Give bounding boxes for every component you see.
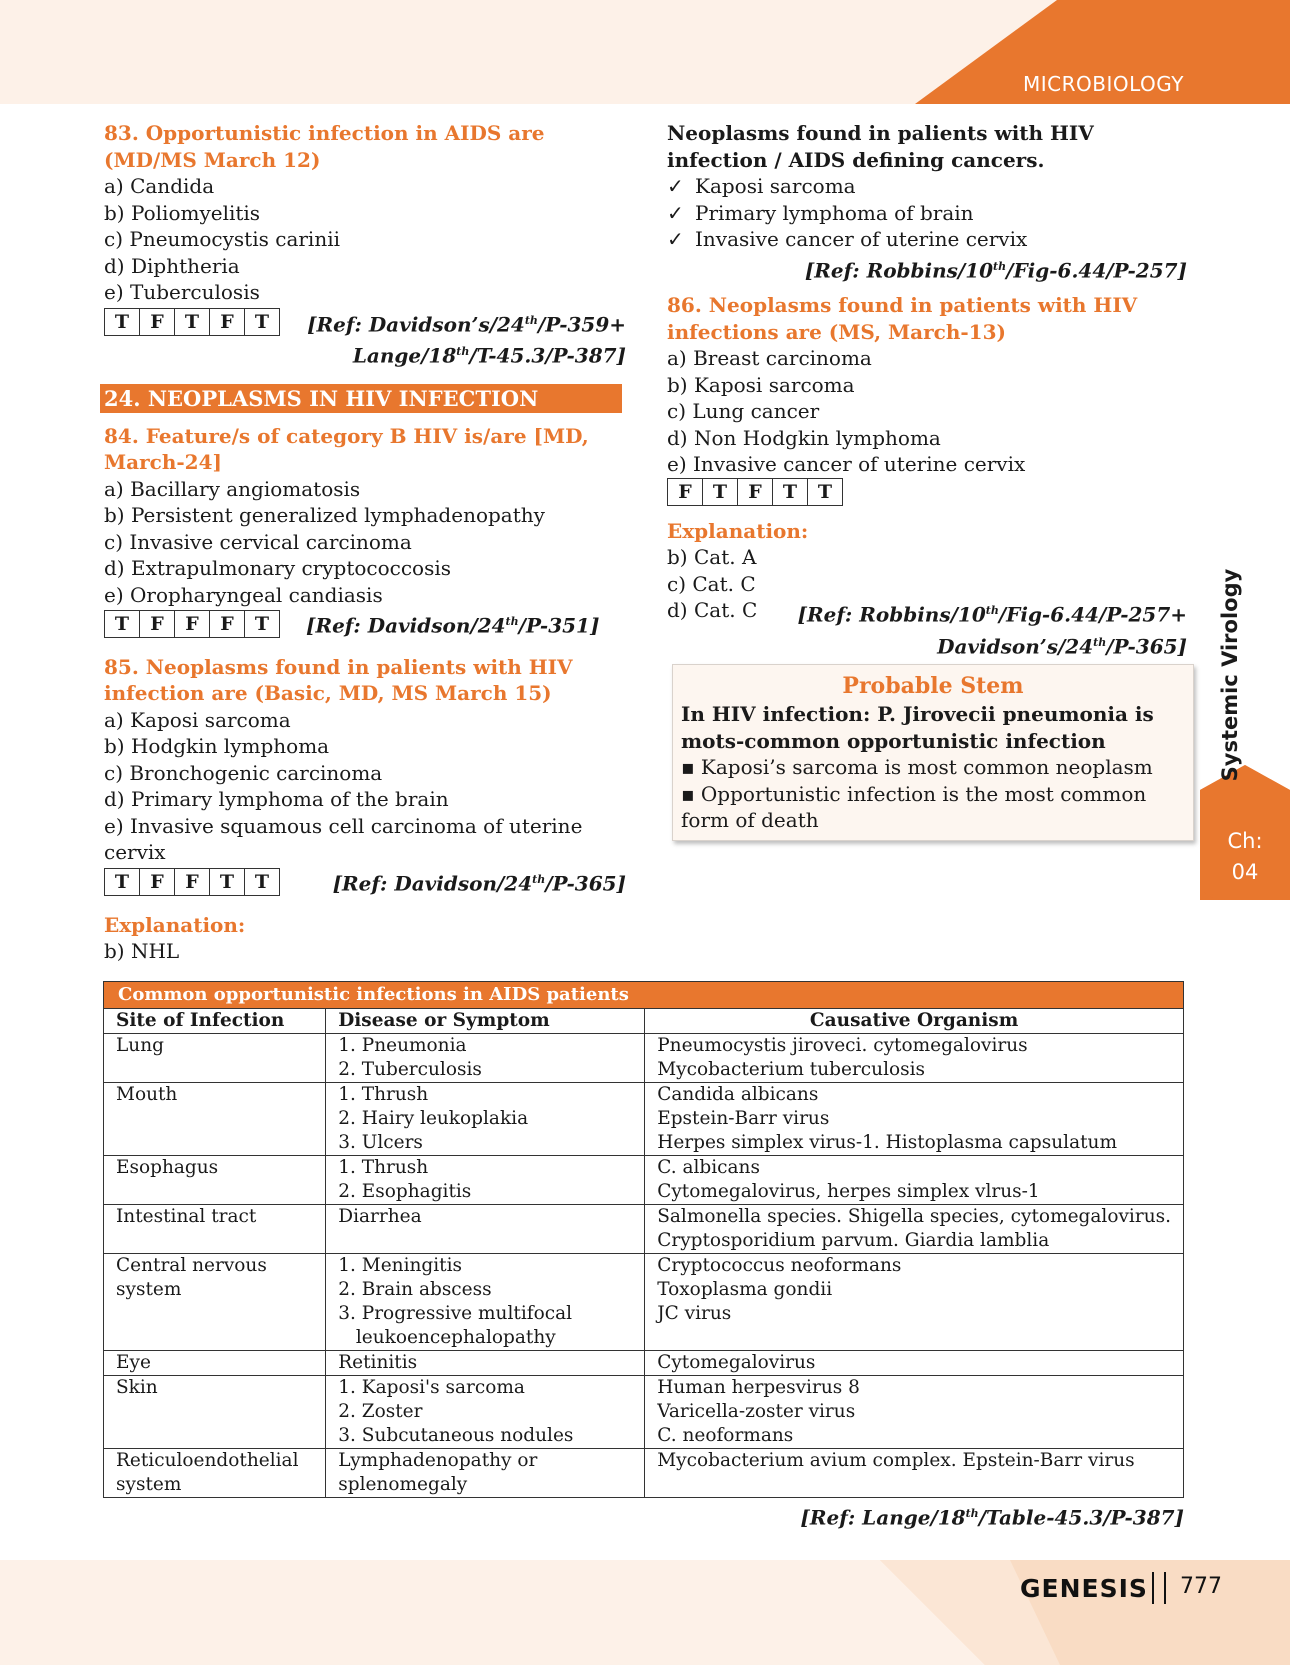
option-item: d) Non Hodgkin lymphoma [667,425,941,450]
answer-cell: T [254,613,270,636]
table-body [104,1034,1184,1498]
table-row [104,1034,1184,1083]
option-item: a) Kaposi sarcoma [104,707,291,732]
answer-cell: F [140,309,175,335]
page-number: 777 [1180,1574,1222,1599]
option-item: e) Invasive squamous cell carcinoma of uterine cervix [104,813,583,865]
neoplasm-note-ref: [Ref: Robbins/10th/Fig-6.44/P-257] [804,258,1187,283]
table-title: Common opportunistic infections in AIDS patients [103,981,1184,1008]
q85-answer-key [104,868,280,896]
organism-cell: C. albicans Cytomegalovirus, herpes simplex vlrus-1 [645,1156,1184,1205]
q85-explanation-label: Explanation: [104,912,246,937]
site-cell: Reticuloendothelial system [104,1449,326,1498]
table-row [104,1156,1184,1205]
table-row [104,1351,1184,1376]
probable-stem-box [672,664,1194,841]
table-row [104,1205,1184,1254]
check-icon: ✓ [667,200,684,225]
checklist-item: ✓ Primary lymphoma of brain [667,200,974,225]
q84-answer-key [104,610,280,638]
answer-cell: T [817,480,833,503]
q83-ref-line1: [Ref: Davidson’s/24th/P-359+ [307,312,626,337]
answer-cell: T [105,309,140,335]
organism-cell: Cryptococcus neoformans Toxoplasma gondii JC virus [645,1254,1184,1351]
stem-title: Probable Stem [842,673,1024,699]
organism-cell: Human herpesvirus 8 Varicella-zoster virus C. neoformans [645,1376,1184,1449]
check-icon: ✓ [667,227,684,251]
option-item: a) Breast carcinoma [667,346,872,371]
brand-logo: GENESIS [1020,1574,1148,1603]
checklist-item: ✓ Invasive cancer of uterine cervix [667,227,1028,251]
q83-options [104,173,626,306]
chapter-side-label: Systemic Virology [1218,568,1242,782]
site-cell: Central nervous system [104,1254,326,1351]
table-row [104,1254,1184,1351]
disease-cell: 1. Kaposi's sarcoma 2. Zoster 3. Subcutaneous nodules [326,1376,645,1449]
answer-cell: T [210,869,245,895]
option-item: c) Invasive cervical carcinoma [104,529,412,554]
answer-cell: F [175,611,210,637]
q86-explanation-label: Explanation: [667,518,809,543]
q86-ref-line2: Davidson’s/24th/P-365] [937,634,1187,659]
q84-title: 84. Feature/s of category B HIV is/are [MD, March-24] [104,423,589,475]
option-item: c) Pneumocystis carinii [104,227,340,251]
q84-options [104,476,626,609]
site-cell: Skin [104,1376,326,1449]
stem-bullet: ▪ Opportunistic infection is the most common form of death [681,781,1147,832]
answer-cell: F [738,479,773,505]
option-item: e) Oropharyngeal candiasis [104,582,383,607]
section-heading: 24. NEOPLASMS IN HIV INFECTION [100,384,622,413]
site-cell: Esophagus [104,1156,326,1205]
table-header-organism: Causative Organism [645,1009,1184,1034]
disease-cell: Lymphadenopathy or splenomegaly [326,1449,645,1498]
right-column [667,120,1187,660]
answer-cell: T [105,869,140,895]
q85-explanation [104,938,626,965]
answer-cell: T [773,479,808,505]
q83-answer-key [104,308,280,336]
answer-cell: F [210,309,245,335]
neoplasm-note-list [667,173,1187,253]
site-cell: Lung [104,1034,326,1083]
answer-cell: T [703,479,738,505]
opportunistic-infections-table [103,981,1184,1532]
left-column [104,120,626,965]
option-item: c) Lung cancer [667,399,820,424]
disease-cell: Diarrhea [326,1205,645,1254]
table-row [104,1449,1184,1498]
q86-explanation [667,544,1187,660]
site-cell: Eye [104,1351,326,1376]
stem-main-line: In HIV infection: P. Jirovecii pneumonia is mots-common opportunistic infection [681,702,1154,753]
site-cell: Mouth [104,1083,326,1156]
footer-divider [1152,1572,1166,1604]
table-header-disease: Disease or Symptom [326,1009,645,1034]
option-item: b) Persistent generalized lymphadenopathy [104,503,545,528]
explanation-line: d) Cat. C [667,598,758,623]
explanation-line: c) Cat. C [667,571,756,596]
answer-cell: T [175,309,210,335]
answer-cell: F [140,611,175,637]
chapter-number: Ch: 04 [1227,829,1263,884]
q85-ref: [Ref: Davidson/24th/P-365] [332,871,626,896]
disease-cell: 1. Pneumonia 2. Tuberculosis [326,1034,645,1083]
organism-cell: Cytomegalovirus [645,1351,1184,1376]
q84-ref: [Ref: Davidson/24th/P-351] [306,613,600,638]
option-item: d) Diphtheria [104,253,240,278]
option-item: a) Bacillary angiomatosis [104,476,361,501]
answer-cell: T [254,311,270,334]
table-row [104,1376,1184,1449]
option-item: e) Tuberculosis [104,280,260,304]
answer-cell: T [254,870,270,893]
site-cell: Intestinal tract [104,1205,326,1254]
organism-cell: Pneumocystis jiroveci. cytomegalovirus Mycobacterium tuberculosis [645,1034,1184,1083]
disease-cell: 1. Meningitis 2. Brain abscess 3. Progressive multifocal leukoencephalopathy [326,1254,645,1351]
q86-ref-line1: [Ref: Robbins/10th/Fig-6.44/P-257+ [797,602,1187,627]
section-tag: MICROBIOLOGY [1022,72,1184,96]
q85-options [104,707,626,866]
option-item: c) Bronchogenic carcinoma [104,760,383,785]
q85-title: 85. Neoplasms found in palients with HIV infection are (Basic, MD, MS March 15) [104,654,573,706]
organism-cell: Mycobacterium avium complex. Epstein-Barr virus [645,1449,1184,1498]
table-row [104,1083,1184,1156]
answer-cell: F [175,869,210,895]
neoplasm-note-title: Neoplasms found in palients with HIV infection / AIDS defining cancers. [667,121,1094,172]
stem-bullets [681,754,1185,834]
q86-answer-key [667,478,843,506]
disease-cell: 1. Thrush 2. Esophagitis [326,1156,645,1205]
option-item: b) Hodgkin lymphoma [104,734,330,759]
check-icon: ✓ [667,174,684,198]
answer-cell: F [668,479,703,505]
disease-cell: 1. Thrush 2. Hairy leukoplakia 3. Ulcers [326,1083,645,1156]
option-item: b) Kaposi sarcoma [667,372,855,397]
table-ref: [Ref: Lange/18th/Table-45.3/P-387] [800,1505,1184,1530]
option-item: d) Extrapulmonary cryptococcosis [104,556,452,581]
checklist-item: ✓ Kaposi sarcoma [667,174,856,198]
table-header-site: Site of Infection [104,1009,326,1034]
answer-cell: F [140,869,175,895]
q83-title: 83. Opportunistic infection in AIDS are (MD/MS March 12) [104,121,545,172]
option-item: d) Primary lymphoma of the brain [104,787,449,812]
organism-cell: Candida albicans Epstein-Barr virus Herpes simplex virus-1. Histoplasma capsulatum [645,1083,1184,1156]
option-item: e) Invasive cancer of uterine cervix [667,452,1026,477]
option-item: b) Poliomyelitis [104,200,261,225]
organism-cell: Salmonella species. Shigella species, cytomegalovirus. Cryptosporidium parvum. Giardia lamblia [645,1205,1184,1254]
answer-cell: T [105,611,140,637]
explanation-line: b) Cat. A [667,545,757,570]
q86-title: 86. Neoplasms found in patients with HIV infections are (MS, March-13) [667,293,1138,344]
option-item: a) Candida [104,174,215,198]
answer-cell: F [210,611,245,637]
disease-cell: Retinitis [326,1351,645,1376]
explanation-line: b) NHL [104,939,180,964]
q86-options [667,345,1187,478]
q83-ref-line2: Lange/18th/T-45.3/P-387] [352,343,626,368]
stem-bullet: ▪ Kaposi’s sarcoma is most common neoplasm [681,755,1153,779]
